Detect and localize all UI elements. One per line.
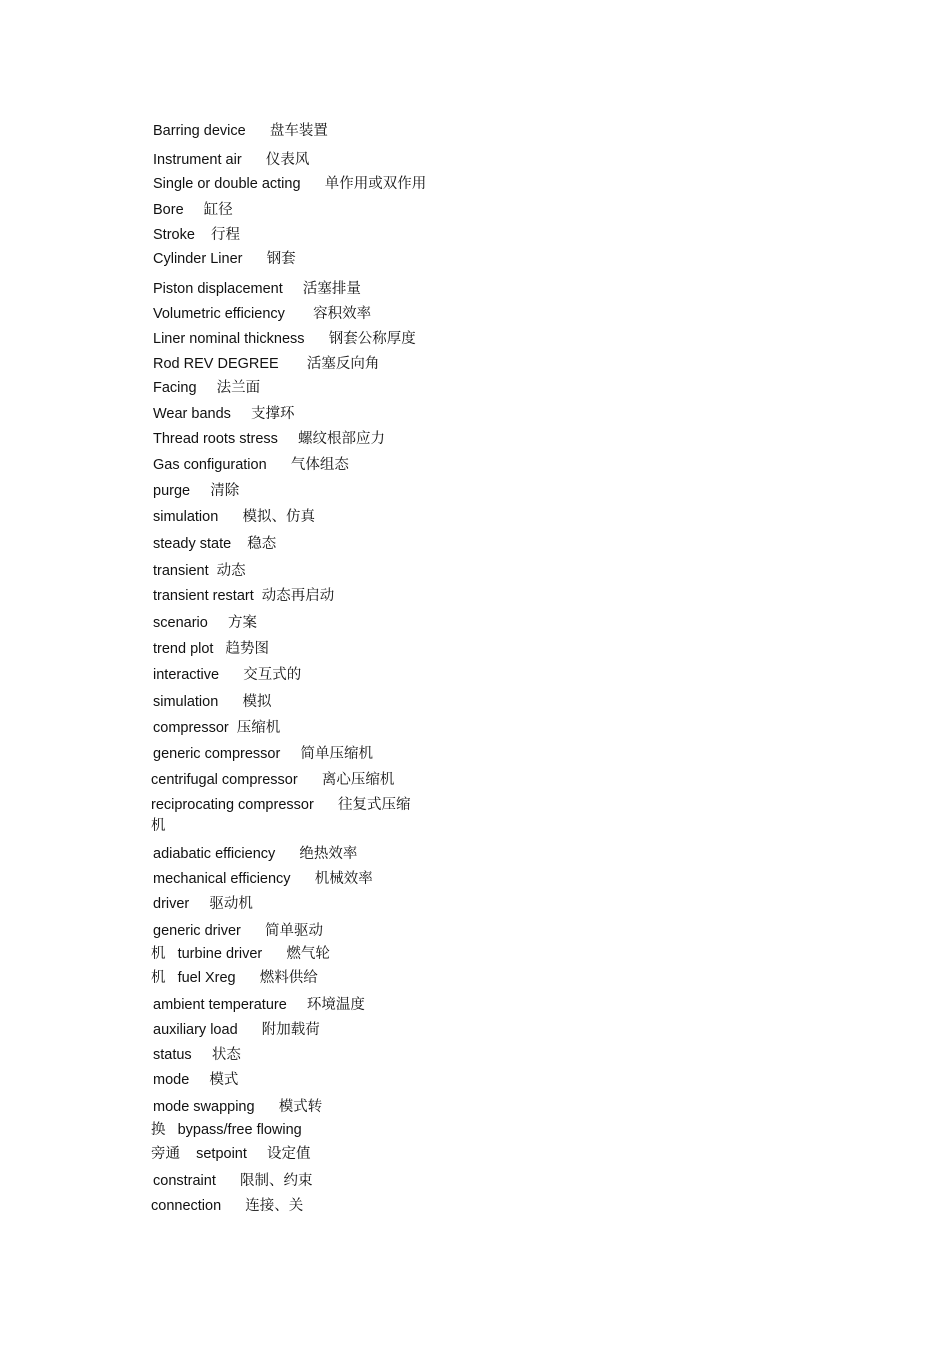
glossary-line: transient restart 动态再启动 <box>153 588 335 604</box>
glossary-line: generic driver 简单驱动 <box>153 923 324 939</box>
glossary-line: mode swapping 模式转 <box>153 1099 323 1115</box>
glossary-line: Wear bands 支撑环 <box>153 406 295 422</box>
glossary-line: Instrument air 仪表风 <box>153 152 310 168</box>
glossary-line: trend plot 趋势图 <box>153 641 270 657</box>
glossary-line: 换 bypass/free flowing <box>151 1122 302 1138</box>
glossary-line: Volumetric efficiency 容积效率 <box>153 306 372 322</box>
glossary-line: generic compressor 简单压缩机 <box>153 746 373 762</box>
glossary-line: reciprocating compressor 往复式压缩 <box>151 797 411 813</box>
glossary-line: steady state 稳态 <box>153 536 277 552</box>
glossary-line: adiabatic efficiency 绝热效率 <box>153 846 358 862</box>
glossary-line: mode 模式 <box>153 1072 239 1088</box>
glossary-line: 机 fuel Xreg 燃料供给 <box>151 970 318 986</box>
glossary-line: purge 清除 <box>153 483 240 499</box>
glossary-line: Thread roots stress 螺纹根部应力 <box>153 431 386 447</box>
glossary-line: Facing 法兰面 <box>153 380 261 396</box>
glossary-line: Stroke 行程 <box>153 227 241 243</box>
glossary-line: Bore 缸径 <box>153 202 233 218</box>
glossary-line: Piston displacement 活塞排量 <box>153 281 361 297</box>
glossary-line: centrifugal compressor 离心压缩机 <box>151 772 395 788</box>
glossary-line: Liner nominal thickness 钢套公称厚度 <box>153 331 416 347</box>
glossary-line: transient 动态 <box>153 563 246 579</box>
glossary-line: Barring device 盘车装置 <box>153 123 328 139</box>
glossary-line: auxiliary load 附加载荷 <box>153 1022 320 1038</box>
glossary-line: connection 连接、关 <box>151 1198 304 1214</box>
glossary-line: 机 <box>151 818 166 834</box>
glossary-line: simulation 模拟、仿真 <box>153 509 315 525</box>
glossary-line: 机 turbine driver 燃气轮 <box>151 946 330 962</box>
glossary-line: 旁通 setpoint 设定值 <box>151 1146 311 1162</box>
glossary-line: simulation 模拟 <box>153 694 272 710</box>
glossary-line: driver 驱动机 <box>153 896 253 912</box>
glossary-line: Single or double acting 单作用或双作用 <box>153 176 427 192</box>
glossary-line: ambient temperature 环境温度 <box>153 997 365 1013</box>
glossary-line: mechanical efficiency 机械效率 <box>153 871 373 887</box>
glossary-line: scenario 方案 <box>153 615 257 631</box>
glossary-line: Cylinder Liner 钢套 <box>153 251 296 267</box>
glossary-line: status 状态 <box>153 1047 241 1063</box>
glossary-line: interactive 交互式的 <box>153 667 302 683</box>
glossary-line: Gas configuration 气体组态 <box>153 457 349 473</box>
glossary-line: constraint 限制、约束 <box>153 1173 313 1189</box>
glossary-line: compressor 压缩机 <box>153 720 281 736</box>
glossary-line: Rod REV DEGREE 活塞反向角 <box>153 356 380 372</box>
